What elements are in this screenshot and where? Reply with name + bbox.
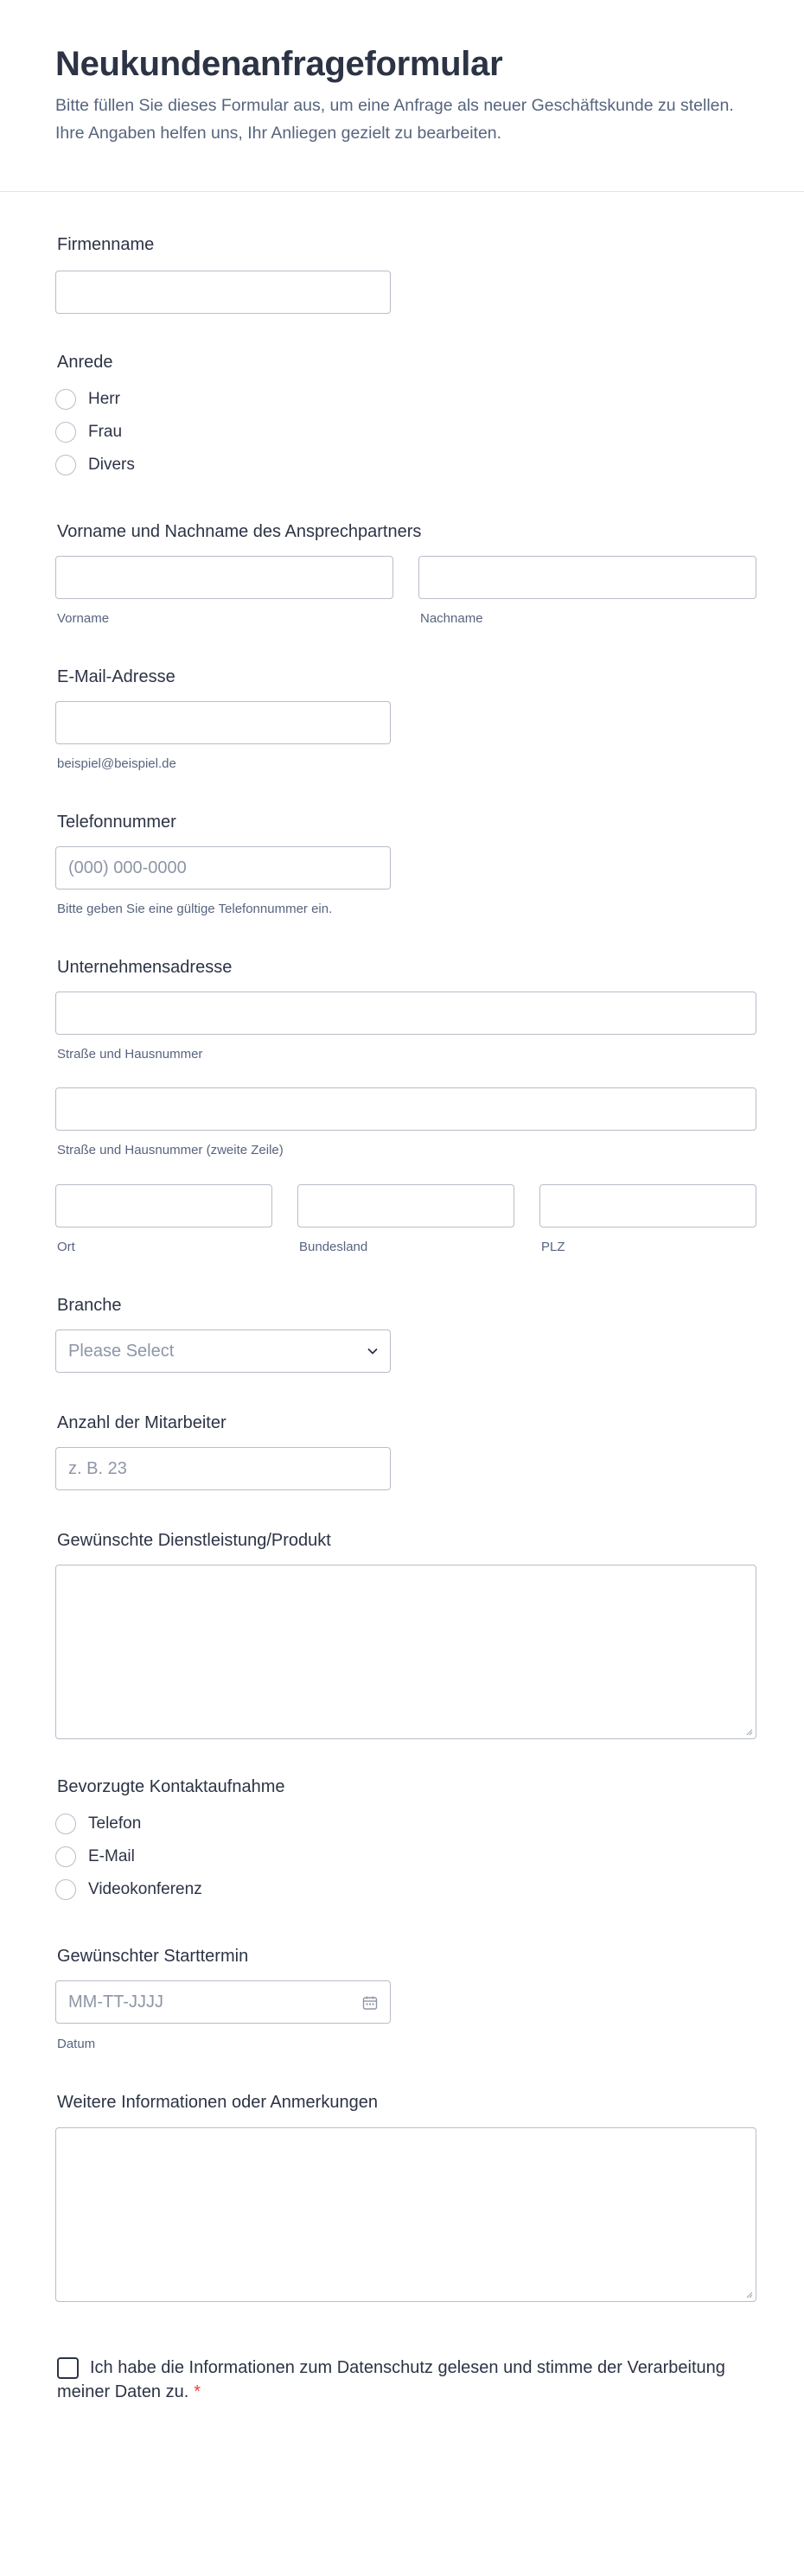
radio-label: Videokonferenz [88,1880,202,1898]
street2-input[interactable] [55,1087,756,1131]
consent-text: Ich habe die Informationen zum Datenschutz gelesen und stimme der Verarbeitung meiner Daten zu. [57,2358,725,2401]
employees-input[interactable] [55,1447,391,1490]
start-date-input[interactable] [55,1980,391,2024]
zip-sublabel: PLZ [541,1240,565,1254]
radio-button[interactable] [55,455,76,475]
consent-label [57,2356,749,2404]
email-label: E-Mail-Adresse [57,667,175,686]
start-date-sublabel: Datum [57,2037,96,2051]
city-sublabel: Ort [57,1240,75,1254]
first-name-input[interactable] [55,556,393,599]
radio-label: Telefon [88,1814,142,1833]
industry-select[interactable] [55,1329,391,1373]
form-subtitle: Bitte füllen Sie dieses Formular aus, um eine Anfrage als neuer Geschäftskunde zu stellen. Ihre Angaben helfen uns, Ihr Anliegen gezielt zu bearbeiten. [55,96,734,143]
street-sublabel: Straße und Hausnummer [57,1047,203,1062]
contact-name-label: Vorname und Nachname des Ansprechpartners [57,522,422,541]
service-textarea[interactable] [55,1565,756,1739]
first-name-sublabel: Vorname [57,611,110,626]
radio-label: Divers [88,456,135,474]
street-input[interactable] [55,992,756,1035]
radio-label: Frau [88,423,123,441]
start-date-placeholder: MM-TT-JJJJ [68,1993,163,2012]
radio-button[interactable] [55,1879,76,1900]
industry-selected-value: Please Select [68,1342,175,1361]
chevron-down-icon [366,1344,380,1358]
phone-placeholder: (000) 000-0000 [68,858,187,877]
email-sublabel: beispiel@beispiel.de [57,756,176,771]
industry-label: Branche [57,1296,122,1315]
company-input[interactable] [55,271,391,314]
radio-button[interactable] [55,1846,76,1867]
employees-placeholder: z. B. 23 [68,1459,127,1478]
phone-label: Telefonnummer [57,813,176,832]
form-title: Neukundenanfrageformular [55,45,503,83]
radio-label: E-Mail [88,1847,135,1865]
phone-sublabel: Bitte geben Sie eine gültige Telefonnummer ein. [57,902,333,916]
contact-pref-label: Bevorzugte Kontaktaufnahme [57,1777,285,1796]
state-input[interactable] [297,1184,514,1227]
notes-label: Weitere Informationen oder Anmerkungen [57,2093,378,2112]
last-name-sublabel: Nachname [420,611,483,626]
resize-grip-icon[interactable] [744,2290,753,2299]
radio-label: Herr [88,390,120,408]
form-header [0,0,804,192]
salutation-label: Anrede [57,353,113,372]
address-label: Unternehmensadresse [57,958,233,977]
radio-button[interactable] [55,389,76,410]
radio-button[interactable] [55,422,76,443]
last-name-input[interactable] [418,556,756,599]
service-label: Gewünschte Dienstleistung/Produkt [57,1531,331,1550]
email-input[interactable] [55,701,391,744]
radio-button[interactable] [55,1814,76,1834]
employees-label: Anzahl der Mitarbeiter [57,1413,227,1432]
street2-sublabel: Straße und Hausnummer (zweite Zeile) [57,1143,284,1157]
zip-input[interactable] [539,1184,756,1227]
state-sublabel: Bundesland [299,1240,368,1254]
phone-input[interactable] [55,846,391,889]
city-input[interactable] [55,1184,272,1227]
required-asterisk: * [194,2382,201,2401]
calendar-icon[interactable] [362,1995,378,2011]
start-date-label: Gewünschter Starttermin [57,1947,249,1966]
company-label: Firmenname [57,235,155,254]
resize-grip-icon[interactable] [744,1727,753,1736]
notes-textarea[interactable] [55,2127,756,2302]
